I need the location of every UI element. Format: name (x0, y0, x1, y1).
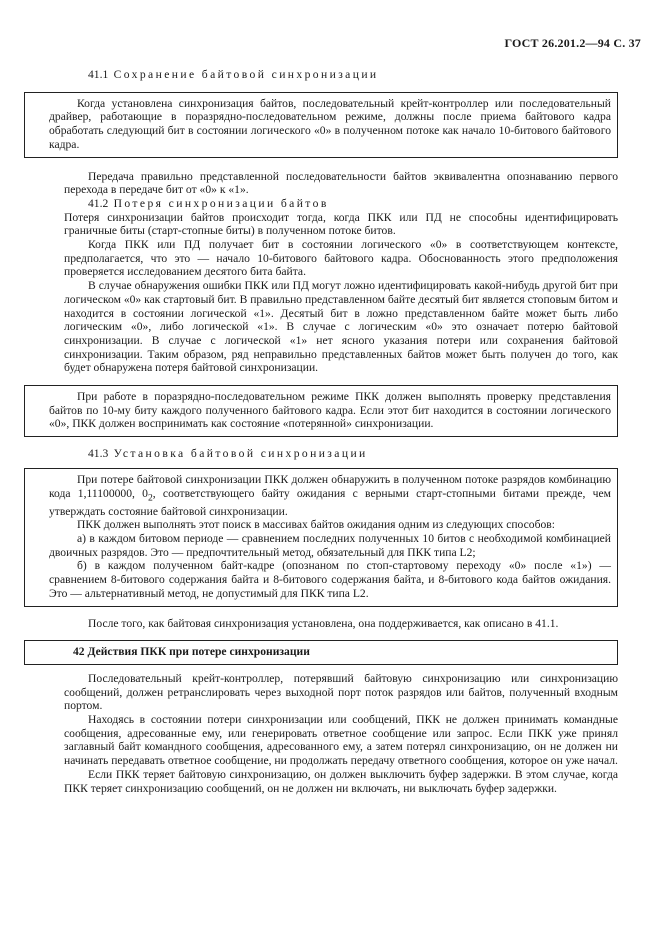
requirement-text: ПКК должен выполнять этот поиск в массивах байтов ожидания одним из следующих способов: (77, 518, 555, 532)
requirement-text: Когда установлена синхронизация байтов, последовательный крейт-контроллер или последовательный драйвер, работающие в поразрядно-последовательном режиме, должны после приема байтового кадра обработать следующий бит в состоянии логического «0» в полученном потоке как начало 10-битового байтового кадра. (49, 96, 611, 151)
paragraph: Последовательный крейт-контроллер, потерявший байтовую синхронизацию или синхронизацию сообщений, должен ретранслировать через выходной порт поток разрядов или байтов, полученный входным портом. (64, 671, 618, 713)
section-41-1-heading (64, 68, 618, 82)
list-item-a: а) в каждом битовом периоде — сравнением последних полученных 10 битов с необходимой комбинацией двоичных разрядов. Это — предпочтительный метод, обязательный для ПКК типа L2; (49, 532, 611, 559)
subscript: 2 (147, 491, 153, 503)
paragraph: После того, как байтовая синхронизация установлена, она поддерживается, как описано в 41.1. (88, 616, 559, 630)
section-number: 41.2 (88, 196, 109, 210)
section-42-heading: 42 Действия ПКК при потере синхронизации (73, 645, 310, 659)
section-title: Потеря синхронизации байтов (113, 196, 329, 210)
paragraph: Потеря синхронизации байтов происходит тогда, когда ПКК или ПД не способны идентифицировать граничные биты (старт-стопные биты) в полученном потоке битов. (64, 210, 618, 238)
text-run: При потере байтовой синхронизации ПКК должен обнаружить в полученном потоке разрядов комбинацию кода 1,11100000, 0 (49, 472, 611, 500)
section-41-2-heading (64, 197, 618, 211)
requirement-box-41-1 (24, 92, 618, 158)
section-title: Сохранение байтовой синхронизации (113, 68, 379, 81)
paragraph: Когда ПКК или ПД получает бит в состоянии логического «0» в соответствующем контексте, предполагается, что это — начало 10-битового байтового кадра. Обоснованность этого предположения проверяется исследованием десятого бита байта. (64, 238, 618, 279)
list-item-b: б) в каждом полученном байт-кадре (опознаном по стоп-стартовому переходу «0» после «1») — сравнением 8-битового содержания байта и 8-битового содержания байта, и 8-битового кода байтов ожидания. Это — альтернативный метод, не допустимый для ПКК типа L2. (49, 559, 611, 600)
running-header: ГОСТ 26.201.2—94 С. 37 (504, 36, 641, 50)
section-number: 41.3 (88, 447, 109, 461)
paragraph: Передача правильно представленной последовательности байтов эквивалентна опознаванию первого перехода в передаче бит от «0» к «1». (64, 169, 618, 197)
section-title: Установка байтовой синхронизации (113, 447, 368, 461)
requirement-text (49, 473, 611, 518)
requirement-box-41-2 (24, 385, 618, 437)
section-41-3-heading (64, 447, 618, 461)
requirement-text: При работе в поразрядно-последовательном режиме ПКК должен выполнять проверку представления байтов по 10-му биту каждого полученного байтового кадра. Если этот бит находится в состоянии логического «0», ПКК должен воспринимать как состояние «потерянной» синхронизации. (49, 390, 611, 431)
text-run: , соответствующего байту ожидания с верными старт-стопными битами прежде, чем утверждать состояние байтовой синхронизации. (49, 486, 611, 518)
page-content (49, 68, 618, 795)
section-number: 41.1 (88, 68, 109, 81)
section-42-heading-box (24, 640, 618, 665)
paragraph: В случае обнаружения ошибки ПКК или ПД могут ложно идентифицировать какой-нибудь другой бит при логическом «0» как стартовый бит. В правильно представленном байте десятый бит является стоповым битом и находится в состоянии логической «1». Десятый бит в ложно представленном байте может быть либо логическим «0», либо логической «1». В случае с логическим «0» это означает потерю байтовой синхронизации. В случае с логической «1» нет ясного указания потери или сохранения байтовой синхронизации. Таким образом, ряд неправильно представленных байтов может быть получен до того, как будет обнаружена потеря байтовой синхронизации. (64, 279, 618, 375)
paragraph: Находясь в состоянии потери синхронизации или сообщений, ПКК не должен принимать командные сообщения, адресованные ему, или генерировать ответное сообщение или запрос. Если ПКК уже принял заглавный байт командного сообщения, адресованного ему, а затем потерял синхронизацию, он не должен ни начинать передавать ответное сообщение, ни продолжать передачу ответного сообщения, которое он уже начал. (64, 713, 618, 768)
requirement-box-41-3 (24, 468, 618, 607)
paragraph: Если ПКК теряет байтовую синхронизацию, он должен выключить буфер задержки. В этом случае, когда ПКК теряет синхронизацию сообщений, он не должен ни включать, ни выключать буфер задержки. (64, 767, 618, 795)
